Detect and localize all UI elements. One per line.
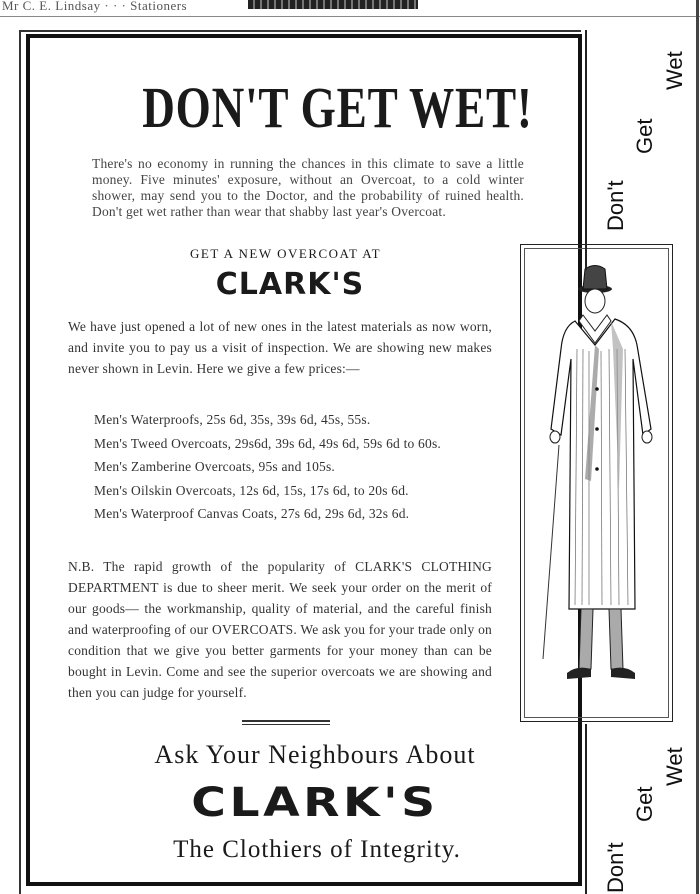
price-item: Men's Oilskin Overcoats, 12s 6d, 15s, 17s 6d, to 20s 6d.	[94, 482, 409, 498]
price-list	[94, 408, 504, 526]
side-text-get: Get	[632, 786, 657, 822]
side-text-dont: Don't	[603, 842, 628, 893]
price-item: Men's Tweed Overcoats, 29s6d, 39s 6d, 49s 6d, 59s 6d to 60s.	[94, 435, 441, 451]
ask-neighbours: Ask Your Neighbours About	[154, 740, 476, 769]
price-item: Men's Zamberine Overcoats, 95s and 105s.	[94, 459, 336, 474]
side-text-wet: Wet	[662, 747, 687, 786]
intro-stock-paragraph: We have just opened a lot of new ones in the latest materials as now worn, and invite you to pay us a visit of inspection. We are showing new makes never shown in Levin. Here we give a few prices:—	[68, 319, 492, 376]
page-edge	[696, 0, 699, 894]
side-text-dont: Don't	[603, 180, 628, 231]
side-text-get: Get	[632, 118, 657, 154]
tagline: The Clothiers of Integrity.	[173, 836, 461, 863]
side-text-wet: Wet	[662, 51, 687, 90]
strip-ornament	[248, 0, 418, 9]
nb-paragraph: N.B. The rapid growth of the popularity of CLARK'S CLOTHING DEPARTMENT is due to sheer merit. We seek your order on the merit of our goods— the workmanship, quality of material, and the careful finish and waterproofing of our OVERCOATS. We ask you for your trade only on condition that we give you better garments for your money than can be bought in Levin. Come and see the superior overcoats we are showing and then you can judge for yourself.	[68, 559, 492, 700]
column-rule	[585, 724, 587, 894]
overcoat-man-illustration	[525, 249, 668, 717]
brand-name-footer: CLARK'S	[191, 780, 439, 826]
price-item: Men's Waterproofs, 25s 6d, 35s, 39s 6d, 45s, 55s.	[94, 412, 371, 427]
illustration-frame	[520, 244, 673, 722]
price-item: Men's Waterproof Canvas Coats, 27s 6d, 29s 6d, 32s 6d.	[94, 506, 410, 521]
divider	[242, 720, 330, 725]
intro-paragraph: There's no economy in running the chances in this climate to save a little money. Five minutes' exposure, without an Overcoat, to a cold winter shower, may send you to the Doctor, and the probability of ruined health. Don't get wet rather than wear that shabby last year's Overcoat.	[92, 156, 524, 219]
headline: DON'T GET WET!	[142, 75, 533, 140]
header-strip	[0, 0, 700, 17]
strip-text: Mr C. E. Lindsay · · · Stationers	[2, 0, 188, 13]
column-rule	[585, 30, 587, 270]
cta-line: GET A NEW OVERCOAT AT	[190, 246, 382, 261]
brand-name: CLARK'S	[215, 267, 365, 302]
